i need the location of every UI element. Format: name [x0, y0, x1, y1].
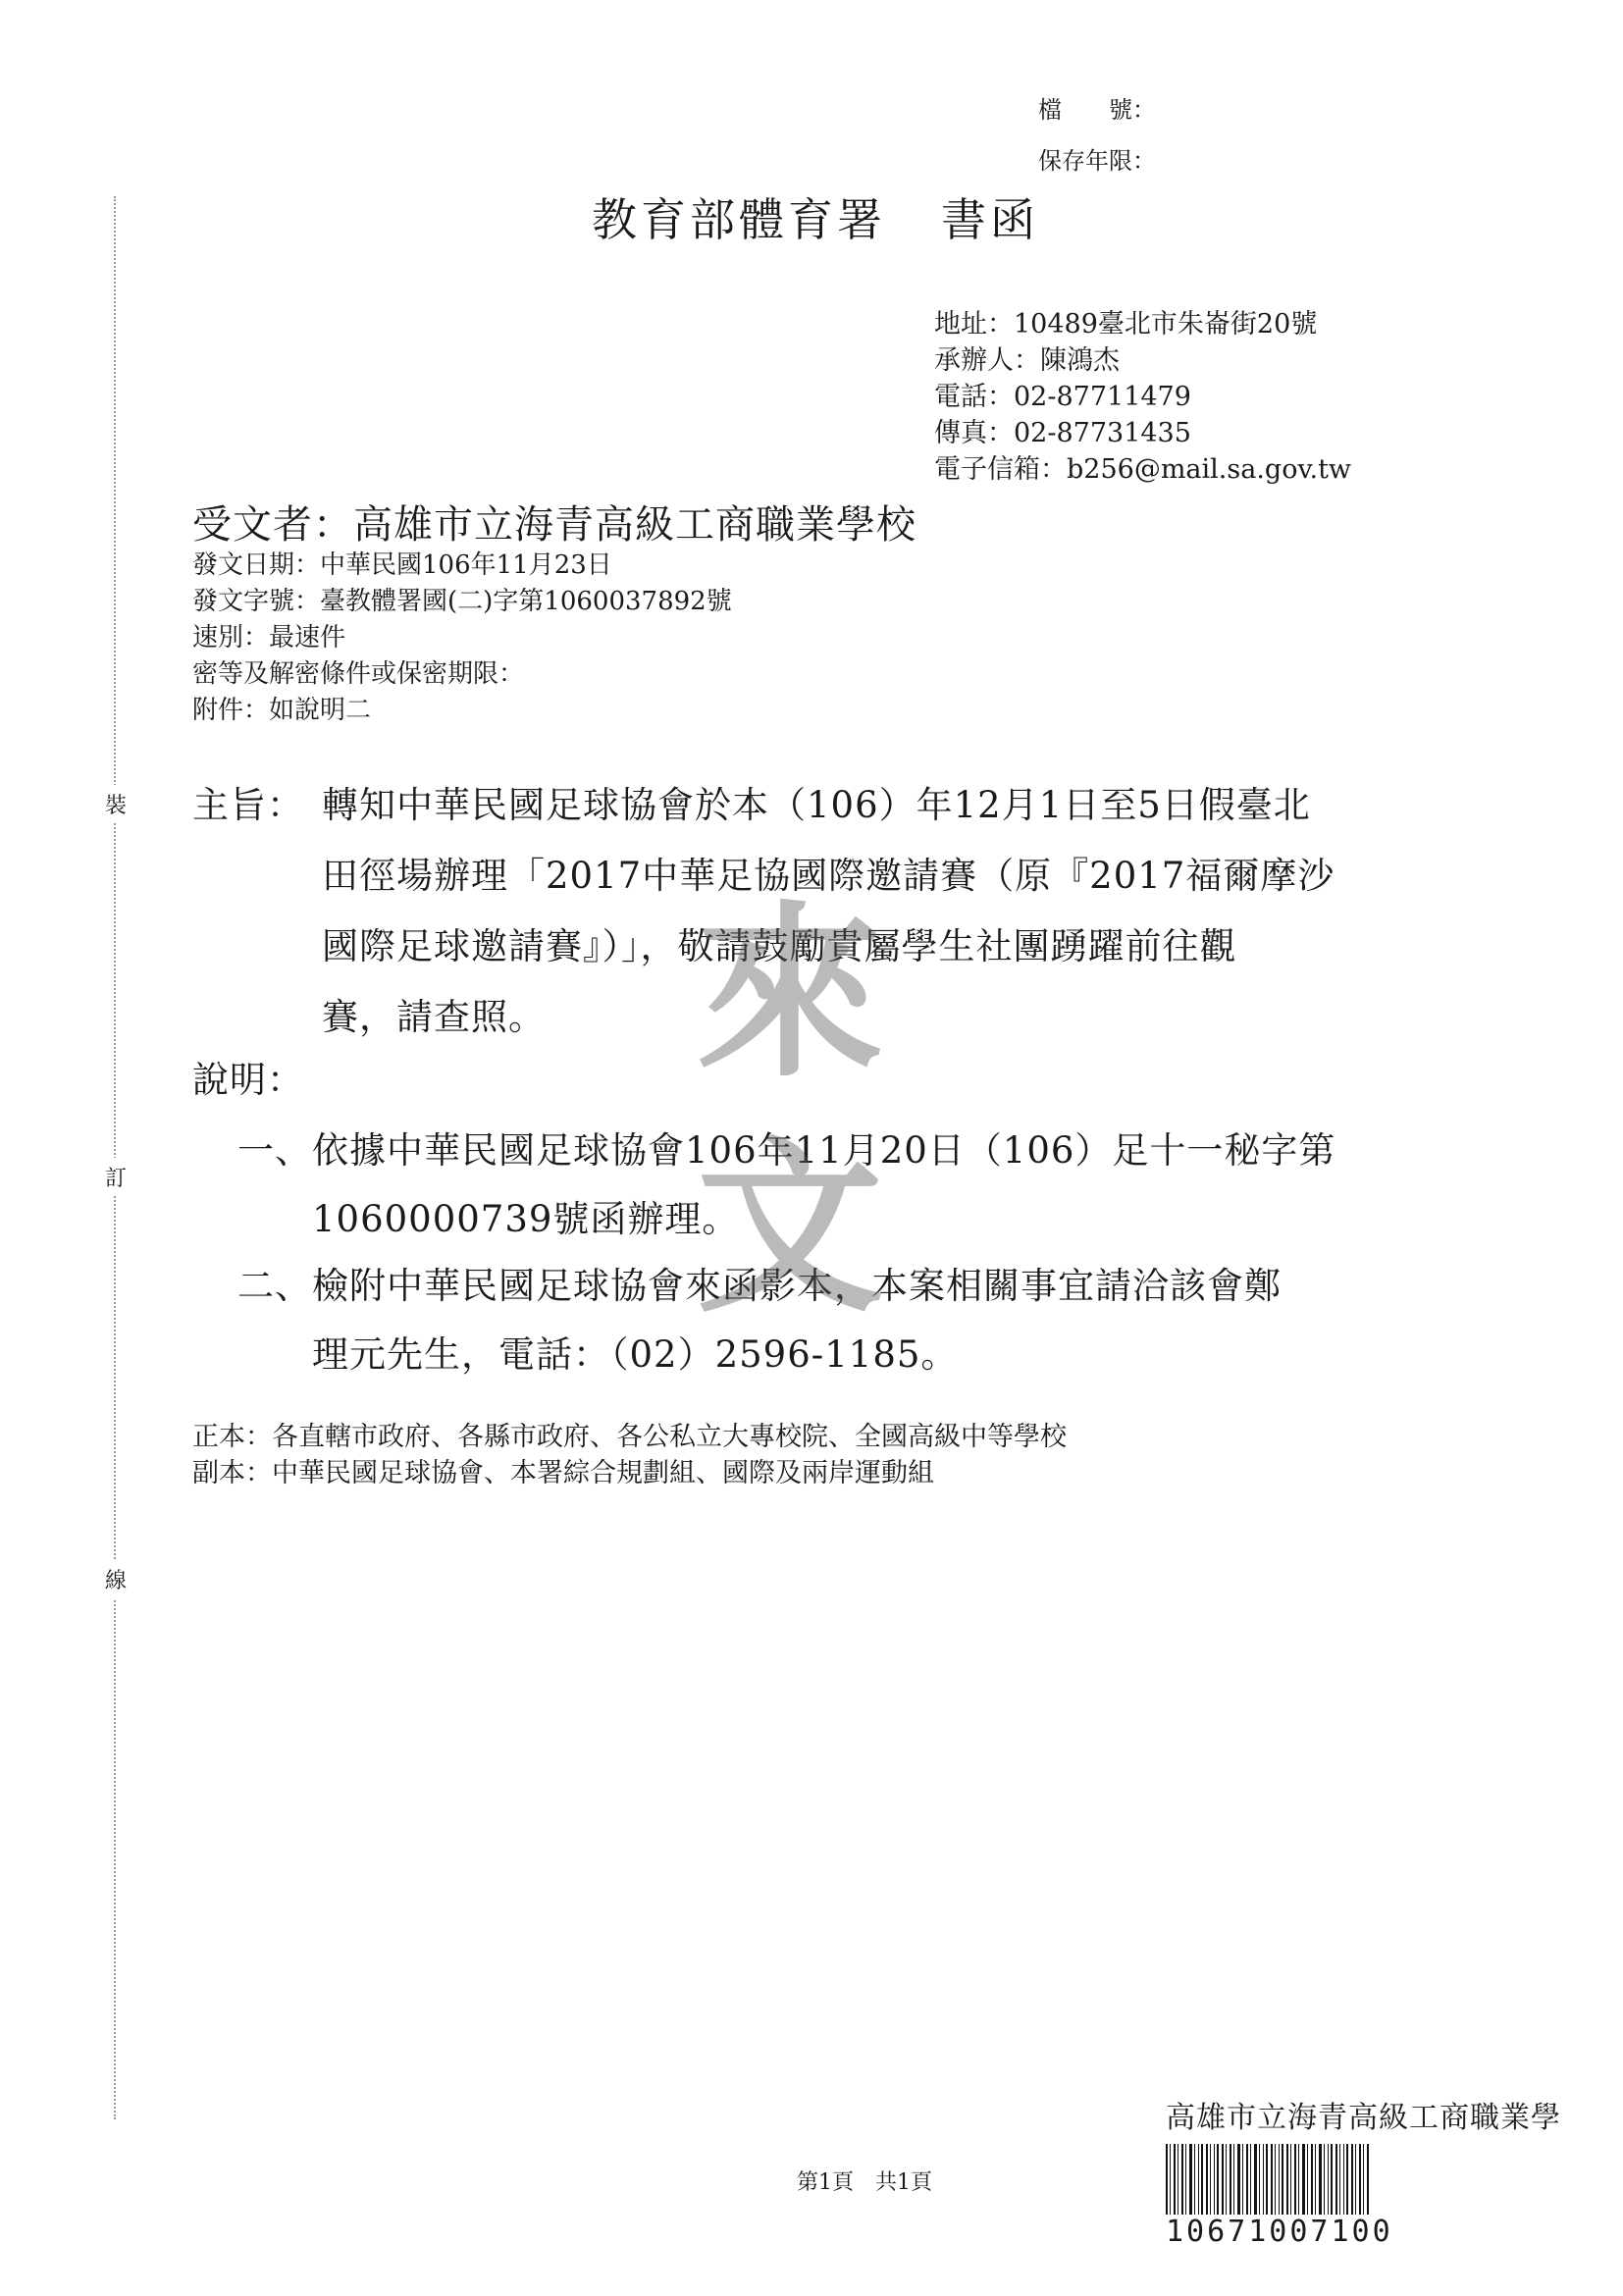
- barcode-stripe: [1259, 2144, 1260, 2215]
- explanation-item-line: 理元先生，電話：（02）2596-1185。: [312, 1333, 959, 1376]
- agency-name: 教育部體育署: [592, 193, 886, 246]
- barcode-stripe: [1214, 2144, 1215, 2215]
- subject-line: 轉知中華民國足球協會於本（106）年12月1日至5日假臺北: [322, 784, 1311, 826]
- barcode-stripe: [1181, 2144, 1183, 2215]
- barcode-stripe: [1302, 2144, 1305, 2215]
- barcode-school-name: 高雄市立海青高級工商職業學: [1166, 2101, 1561, 2135]
- barcode-stripe: [1363, 2144, 1364, 2215]
- document-type: 書函: [941, 193, 1039, 246]
- barcode-stripe: [1307, 2144, 1308, 2215]
- barcode-stripe: [1367, 2144, 1369, 2215]
- subject-label: 主旨：: [192, 784, 304, 826]
- cc-recipients: 副本：中華民國足球協會、本署綜合規劃組、國際及兩岸運動組: [192, 1458, 934, 1488]
- barcode-stripe: [1275, 2144, 1276, 2215]
- phone-line: 電話：02-87711479: [934, 382, 1191, 412]
- barcode-stripe: [1170, 2144, 1171, 2215]
- barcode-stripe: [1271, 2144, 1273, 2215]
- email-line: 電子信箱：b256@mail.sa.gov.tw: [934, 454, 1352, 485]
- contact-block: [934, 306, 1351, 488]
- received-stamp-char: 文: [697, 1121, 884, 1337]
- binding-mark-ding: 訂: [105, 1158, 127, 1196]
- address-line: 地址：10489臺北市朱崙街20號: [934, 309, 1318, 339]
- explanation-item-marker: 二、: [237, 1265, 312, 1307]
- barcode-stripe: [1359, 2144, 1361, 2215]
- barcode-stripe: [1311, 2144, 1313, 2215]
- copies-block: [192, 1419, 1067, 1491]
- attachment-note: 附件：如說明二: [192, 696, 372, 725]
- barcode-stripe: [1282, 2144, 1283, 2215]
- retention-period-label: 保存年限：: [1038, 147, 1156, 175]
- barcode-stripe: [1335, 2144, 1337, 2215]
- file-number-label: 檔 號：: [1038, 96, 1156, 124]
- barcode-stripe: [1233, 2144, 1234, 2215]
- barcode-stripe: [1174, 2144, 1176, 2215]
- recipient: 受文者：高雄市立海青高級工商職業學校: [192, 502, 916, 548]
- barcode-stripe: [1279, 2144, 1280, 2215]
- barcode-stripe: [1237, 2144, 1240, 2215]
- fax-line: 傳真：02-87731435: [934, 418, 1191, 448]
- received-stamp-char: 來: [697, 885, 884, 1102]
- receipt-barcode-block: [1166, 2093, 1561, 2249]
- barcode-stripe: [1194, 2144, 1195, 2215]
- barcode-stripe: [1266, 2144, 1268, 2215]
- barcode-stripe: [1290, 2144, 1291, 2215]
- barcode-stripe: [1230, 2144, 1231, 2215]
- barcode-stripe: [1185, 2144, 1186, 2215]
- explanation-item-line: 1060000739號函辦理。: [312, 1198, 740, 1240]
- issue-date: 發文日期：中華民國106年11月23日: [192, 550, 612, 580]
- barcode-stripe: [1315, 2144, 1316, 2215]
- barcode-stripe: [1217, 2144, 1219, 2215]
- barcode-stripe: [1254, 2144, 1257, 2215]
- barcode-stripe: [1226, 2144, 1227, 2215]
- page-title: [592, 184, 1039, 249]
- barcode-stripe: [1166, 2144, 1168, 2215]
- barcode-number: 10671007100: [1166, 2215, 1393, 2249]
- page-number: 第1頁 共1頁: [797, 2170, 932, 2195]
- barcode-stripe: [1331, 2144, 1333, 2215]
- barcode-stripe: [1294, 2144, 1296, 2215]
- explanation-item-line: 檢附中華民國足球協會來函影本，本案相關事宜請洽該會鄭: [312, 1265, 1282, 1307]
- barcode-stripe: [1328, 2144, 1329, 2215]
- subject-line: 田徑場辦理「2017中華足協國際邀請賽（原『2017福爾摩沙: [322, 855, 1335, 897]
- barcode-stripe: [1242, 2144, 1243, 2215]
- binding-mark-zhuang: 裝: [105, 785, 127, 823]
- barcode-stripe: [1206, 2144, 1208, 2215]
- barcode-stripe: [1298, 2144, 1299, 2215]
- delivery-speed: 速別：最速件: [192, 623, 346, 652]
- secrecy-level: 密等及解密條件或保密期限：: [192, 659, 525, 689]
- barcode-stripe: [1339, 2144, 1340, 2215]
- barcode-stripe: [1198, 2144, 1199, 2215]
- barcode-stripe: [1189, 2144, 1192, 2215]
- barcode-stripe: [1319, 2144, 1322, 2215]
- document-meta: [192, 548, 732, 729]
- barcode-stripe: [1346, 2144, 1348, 2215]
- original-recipients: 正本：各直轄市政府、各縣市政府、各公私立大專校院、全國高級中等學校: [192, 1422, 1067, 1452]
- barcode-stripe: [1210, 2144, 1211, 2215]
- barcode-stripe: [1286, 2144, 1288, 2215]
- binding-mark-xian: 線: [105, 1560, 127, 1598]
- barcode-stripe: [1263, 2144, 1264, 2215]
- barcode-stripe: [1246, 2144, 1248, 2215]
- explanation-item-marker: 一、: [237, 1129, 312, 1172]
- document-number: 發文字號：臺教體署國(二)字第1060037892號: [192, 587, 732, 616]
- explanation-label: 說明：: [192, 1059, 304, 1101]
- barcode-stripe: [1201, 2144, 1203, 2215]
- officer-line: 承辦人：陳鴻杰: [934, 345, 1120, 376]
- barcode-stripe: [1324, 2144, 1325, 2215]
- barcode-stripe: [1355, 2144, 1356, 2215]
- subject-line: 國際足球邀請賽』）」，敬請鼓勵貴屬學生社團踴躍前往觀: [322, 925, 1237, 967]
- subject-line: 賽，請查照。: [322, 996, 546, 1038]
- barcode: [1166, 2144, 1561, 2215]
- explanation-item-line: 依據中華民國足球協會106年11月20日（106）足十一秘字第: [312, 1129, 1336, 1172]
- barcode-stripe: [1343, 2144, 1344, 2215]
- barcode-stripe: [1250, 2144, 1251, 2215]
- barcode-stripe: [1351, 2144, 1353, 2215]
- barcode-stripe: [1222, 2144, 1224, 2215]
